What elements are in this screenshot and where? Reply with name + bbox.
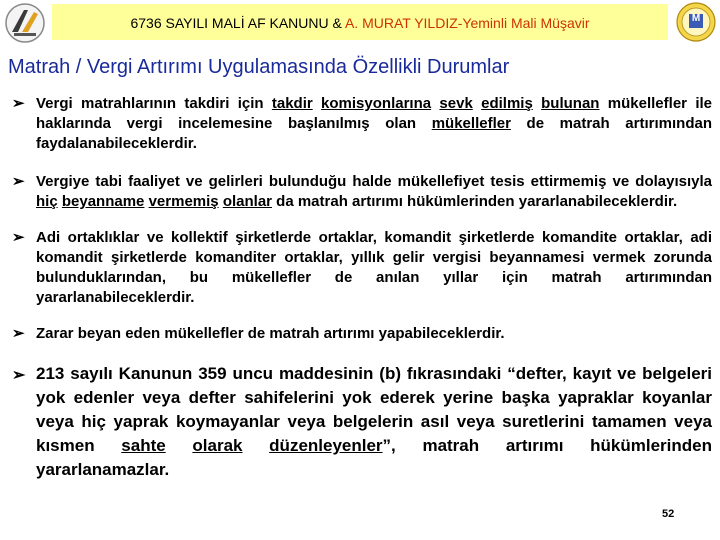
bullet-text — [36, 324, 712, 344]
underlined-text: olarak — [192, 436, 243, 455]
arrow-bullet-icon: ➢ — [12, 367, 26, 384]
underlined-text: mükellefler — [431, 115, 511, 132]
bullet-text — [36, 94, 712, 154]
bullet-item — [12, 362, 712, 482]
arrow-bullet-icon: ➢ — [12, 95, 25, 112]
bullet-list — [12, 94, 712, 482]
text-segment — [313, 95, 321, 112]
bullet-text — [36, 228, 712, 308]
text-segment — [166, 436, 193, 455]
underlined-text: takdir — [271, 95, 313, 112]
arrow-bullet-icon: ➢ — [12, 229, 25, 246]
page-title: Matrah / Vergi Artırımı Uygulamasında Özellikli Durumlar — [8, 56, 510, 78]
bullet-item — [12, 228, 712, 308]
header-title — [52, 15, 668, 31]
seal-logo-text: M — [691, 13, 701, 24]
bullet-item — [12, 324, 712, 344]
underlined-text: vermemiş — [148, 193, 219, 210]
text-segment: da matrah artırımı hükümlerinden yararlanabileceklerdir. — [272, 193, 678, 210]
text-segment: de matrah artırımından faydalanabileceklerdir. — [36, 115, 712, 152]
text-segment — [242, 436, 269, 455]
bullet-item — [12, 94, 712, 154]
text-segment — [533, 95, 541, 112]
header-text-main: 6736 SAYILI MALİ AF KANUNU & — [130, 15, 345, 31]
underlined-text: hiç — [36, 193, 58, 210]
text-segment: Vergi matrahlarının takdiri için — [36, 95, 272, 112]
logo-left-icon — [4, 2, 46, 44]
underlined-text: düzenleyenler — [269, 436, 383, 455]
underlined-text: olanlar — [222, 193, 272, 210]
page-number: 52 — [662, 508, 675, 520]
arrow-bullet-icon: ➢ — [12, 325, 25, 342]
text-segment — [473, 95, 481, 112]
underlined-text: komisyonlarına — [321, 95, 432, 112]
text-segment: Adi ortaklıklar ve kollektif şirketlerde ortaklar, komandit şirketlerde komandite ortaklar, adi komandit şirketlerde komanditer ortaklar, yıllık gelir vergisi beyannamesi vermek zorunda bulunduklarından, bu mükellefler de anılan yıllar için matrah artırımından yararlanabileceklerdir. — [36, 229, 712, 306]
text-segment: Zarar beyan eden mükellefler de matrah artırımı yapabileceklerdir. — [36, 325, 505, 342]
text-segment: ”, matrah artırımı hükümlerinden yararlanamazlar. — [36, 436, 712, 479]
underlined-text: sahte — [121, 436, 166, 455]
underlined-text: beyanname — [61, 193, 145, 210]
header-text-author: A. MURAT YILDIZ-Yeminli Mali Müşavir — [344, 15, 590, 31]
text-segment: Vergiye tabi faaliyet ve gelirleri bulunduğu halde mükellefiyet tesis ettirmemiş ve dolayısıyla — [36, 173, 712, 190]
header-band — [52, 4, 668, 40]
bullet-text — [36, 172, 712, 212]
arrow-bullet-icon: ➢ — [12, 173, 25, 190]
bullet-text — [36, 362, 712, 482]
underlined-text: bulunan — [541, 95, 600, 112]
text-segment: mükellefler ile haklarında vergi incelemesine başlanılmış olan — [36, 95, 712, 132]
underlined-text: edilmiş — [481, 95, 533, 112]
bullet-item — [12, 172, 712, 212]
text-segment: 213 sayılı Kanunun 359 uncu maddesinin (b) fıkrasındaki “defter, kayıt ve belgeleri yok edenler veya defter sahifelerini yok ederek yerine başka yapraklar koyanlar veya hiç yaprak koymayanlar veya belgelerin asıl veya suretlerini tamamen veya kısmen — [36, 364, 712, 455]
slide-header — [0, 0, 720, 46]
underlined-text: sevk — [439, 95, 473, 112]
